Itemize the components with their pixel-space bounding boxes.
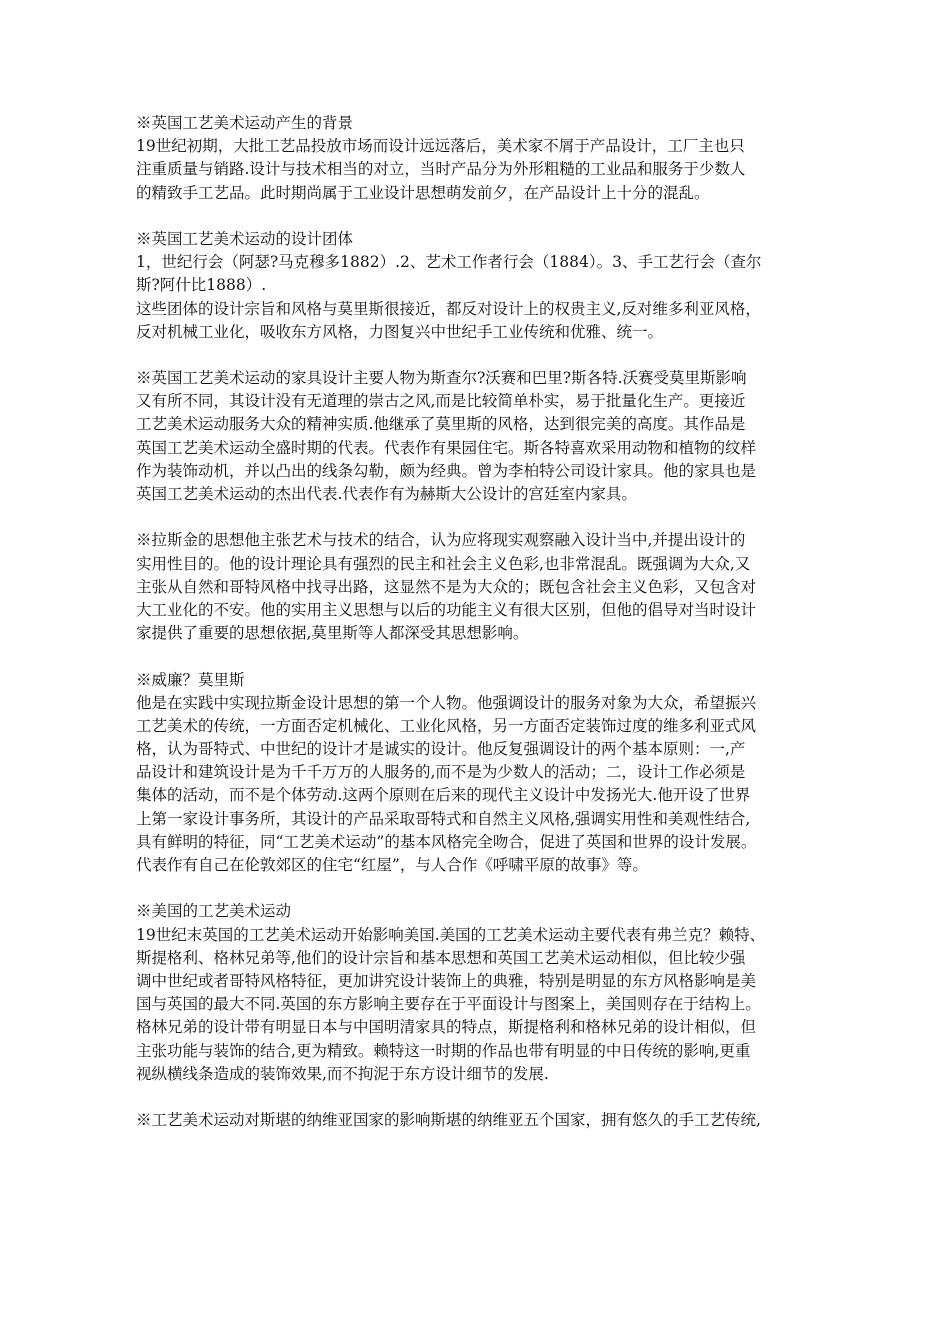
paragraph-line: 家提供了重要的思想依据,莫里斯等人都深受其思想影响。 [136,624,529,643]
paragraph-line: 19世纪末英国的工艺美术运动开始影响美国.美国的工艺美术运动主要代表有弗兰克？赖特、 [136,925,766,944]
paragraph-line: 上第一家设计事务所，其设计的产品采取哥特式和自然主义风格,强调实用性和美观性结合, [136,809,751,828]
paragraph-line: 实用性目的。他的设计理论具有强烈的民主和社会主义色彩,也非常混乱。既强调为大众,又 [136,554,751,573]
section-william-morris [136,669,826,878]
section-heading: ※英国工艺美术运动的家具设计主要人物为斯查尔?沃赛和巴里?斯各特.沃赛受莫里斯影响 [136,369,747,388]
paragraph-line: 品设计和建筑设计是为千千万万的人服务的,而不是为少数人的活动；二，设计工作必须是 [136,763,746,782]
paragraph-line: 英国工艺美术运动全盛时期的代表。代表作有果园住宅。斯各特喜欢采用动物和植物的纹样 [136,438,757,457]
section-heading: ※威廉？莫里斯 [136,670,245,689]
paragraph-line: 的精致手工艺品。此时期尚属于工业设计思想萌发前夕，在产品设计上十分的混乱。 [136,183,710,202]
section-british-background [136,112,826,205]
paragraph-line: 主张功能与装饰的结合,更为精致。赖特这一时期的作品也带有明显的中日传统的影响,更重 [136,1041,751,1060]
section-design-groups [136,228,826,344]
paragraph-line: 19世纪初期，大批工艺品投放市场而设计远远落后，美术家不屑于产品设计，工厂主也只 [136,137,745,156]
document-body [136,112,826,1155]
paragraph-line: 这些团体的设计宗旨和风格与莫里斯很接近，都反对设计上的权贵主义,反对维多利亚风格， [136,299,761,318]
paragraph-line: 工艺美术运动服务大众的精神实质.他继承了莫里斯的风格，达到很完美的高度。其作品是 [136,415,746,434]
section-heading: ※工艺美术运动对斯堪的纳维亚国家的影响斯堪的纳维亚五个国家，拥有悠久的手工艺传统, [136,1111,761,1130]
paragraph-line: 他是在实践中实现拉斯金设计思想的第一个人物。他强调设计的服务对象为大众，希望振兴 [136,693,757,712]
paragraph-line: 反对机械工业化，吸收东方风格，力图复兴中世纪手工业传统和优雅、统一。 [136,322,664,341]
section-heading: ※英国工艺美术运动的设计团体 [136,229,354,248]
section-heading: ※英国工艺美术运动产生的背景 [136,114,354,132]
section-scandinavian-influence [136,1109,826,1132]
paragraph-line: 又有所不同，其设计没有无道理的崇古之风,而是比较简单朴实，易于批量化生产。更接近 [136,392,746,411]
paragraph-line: 具有鲜明的特征，同“工艺美术运动”的基本风格完全吻合，促进了英国和世界的设计发展。 [136,832,757,851]
paragraph-line: 调中世纪或者哥特风格特征，更加讲究设计装饰上的典雅，特别是明显的东方风格影响是美 [136,971,757,990]
paragraph-line: 主张从自然和哥特风格中找寻出路，这显然不是为大众的；既包含社会主义色彩，又包含对 [136,577,757,596]
paragraph-line: 斯?阿什比1888）. [136,276,267,295]
paragraph-line: 英国工艺美术运动的杰出代表.代表作有为赫斯大公设计的宫廷室内家具。 [136,485,637,503]
paragraph-line: 格，认为哥特式、中世纪的设计才是诚实的设计。他反复强调设计的两个基本原则：一,产 [136,740,746,759]
section-ruskin [136,529,826,645]
paragraph-line: 工艺美术的传统，一方面否定机械化、工业化风格，另一方面否定装饰过度的维多利亚式风 [136,716,757,735]
section-american-movement [136,900,826,1086]
paragraph-line: 格林兄弟的设计带有明显日本与中国明清家具的特点，斯提格利和格林兄弟的设计相似，但 [136,1018,757,1037]
paragraph-line: 作为装饰动机，并以凸出的线条勾勒，颇为经典。曾为李柏特公司设计家具。他的家具也是 [136,461,757,480]
section-furniture-design [136,367,826,506]
paragraph-line: 视纵横线条造成的装饰效果,而不拘泥于东方设计细节的发展. [136,1064,549,1083]
section-heading: ※美国的工艺美术运动 [136,902,292,921]
paragraph-line: 国与英国的最大不同.英国的东方影响主要存在于平面设计与图案上，美国则存在于结构上。 [136,995,761,1014]
paragraph-line: 集体的活动，而不是个体劳动.这两个原则在后来的现代主义设计中发扬光大.他开设了世界 [136,786,751,805]
paragraph-line: 大工业化的不安。他的实用主义思想与以后的功能主义有很大区别，但他的倡导对当时设计 [136,600,757,619]
paragraph-line: 代表作有自己在伦敦郊区的住宅“红屋”，与人合作《呼啸平原的故事》等。 [136,856,648,874]
paragraph-line: 注重质量与销路.设计与技术相当的对立，当时产品分为外形粗糙的工业品和服务于少数人 [136,160,746,179]
section-heading: ※拉斯金的思想他主张艺术与技术的结合，认为应将现实观察融入设计当中,并提出设计的 [136,531,746,550]
paragraph-line: 1，世纪行会（阿瑟?马克穆多1882）.2、艺术工作者行会（1884）。3、手工艺行会（查尔 [136,253,762,272]
paragraph-line: 斯提格利、格林兄弟等,他们的设计宗旨和基本思想和英国工艺美术运动相似，但比较少强 [136,948,746,967]
